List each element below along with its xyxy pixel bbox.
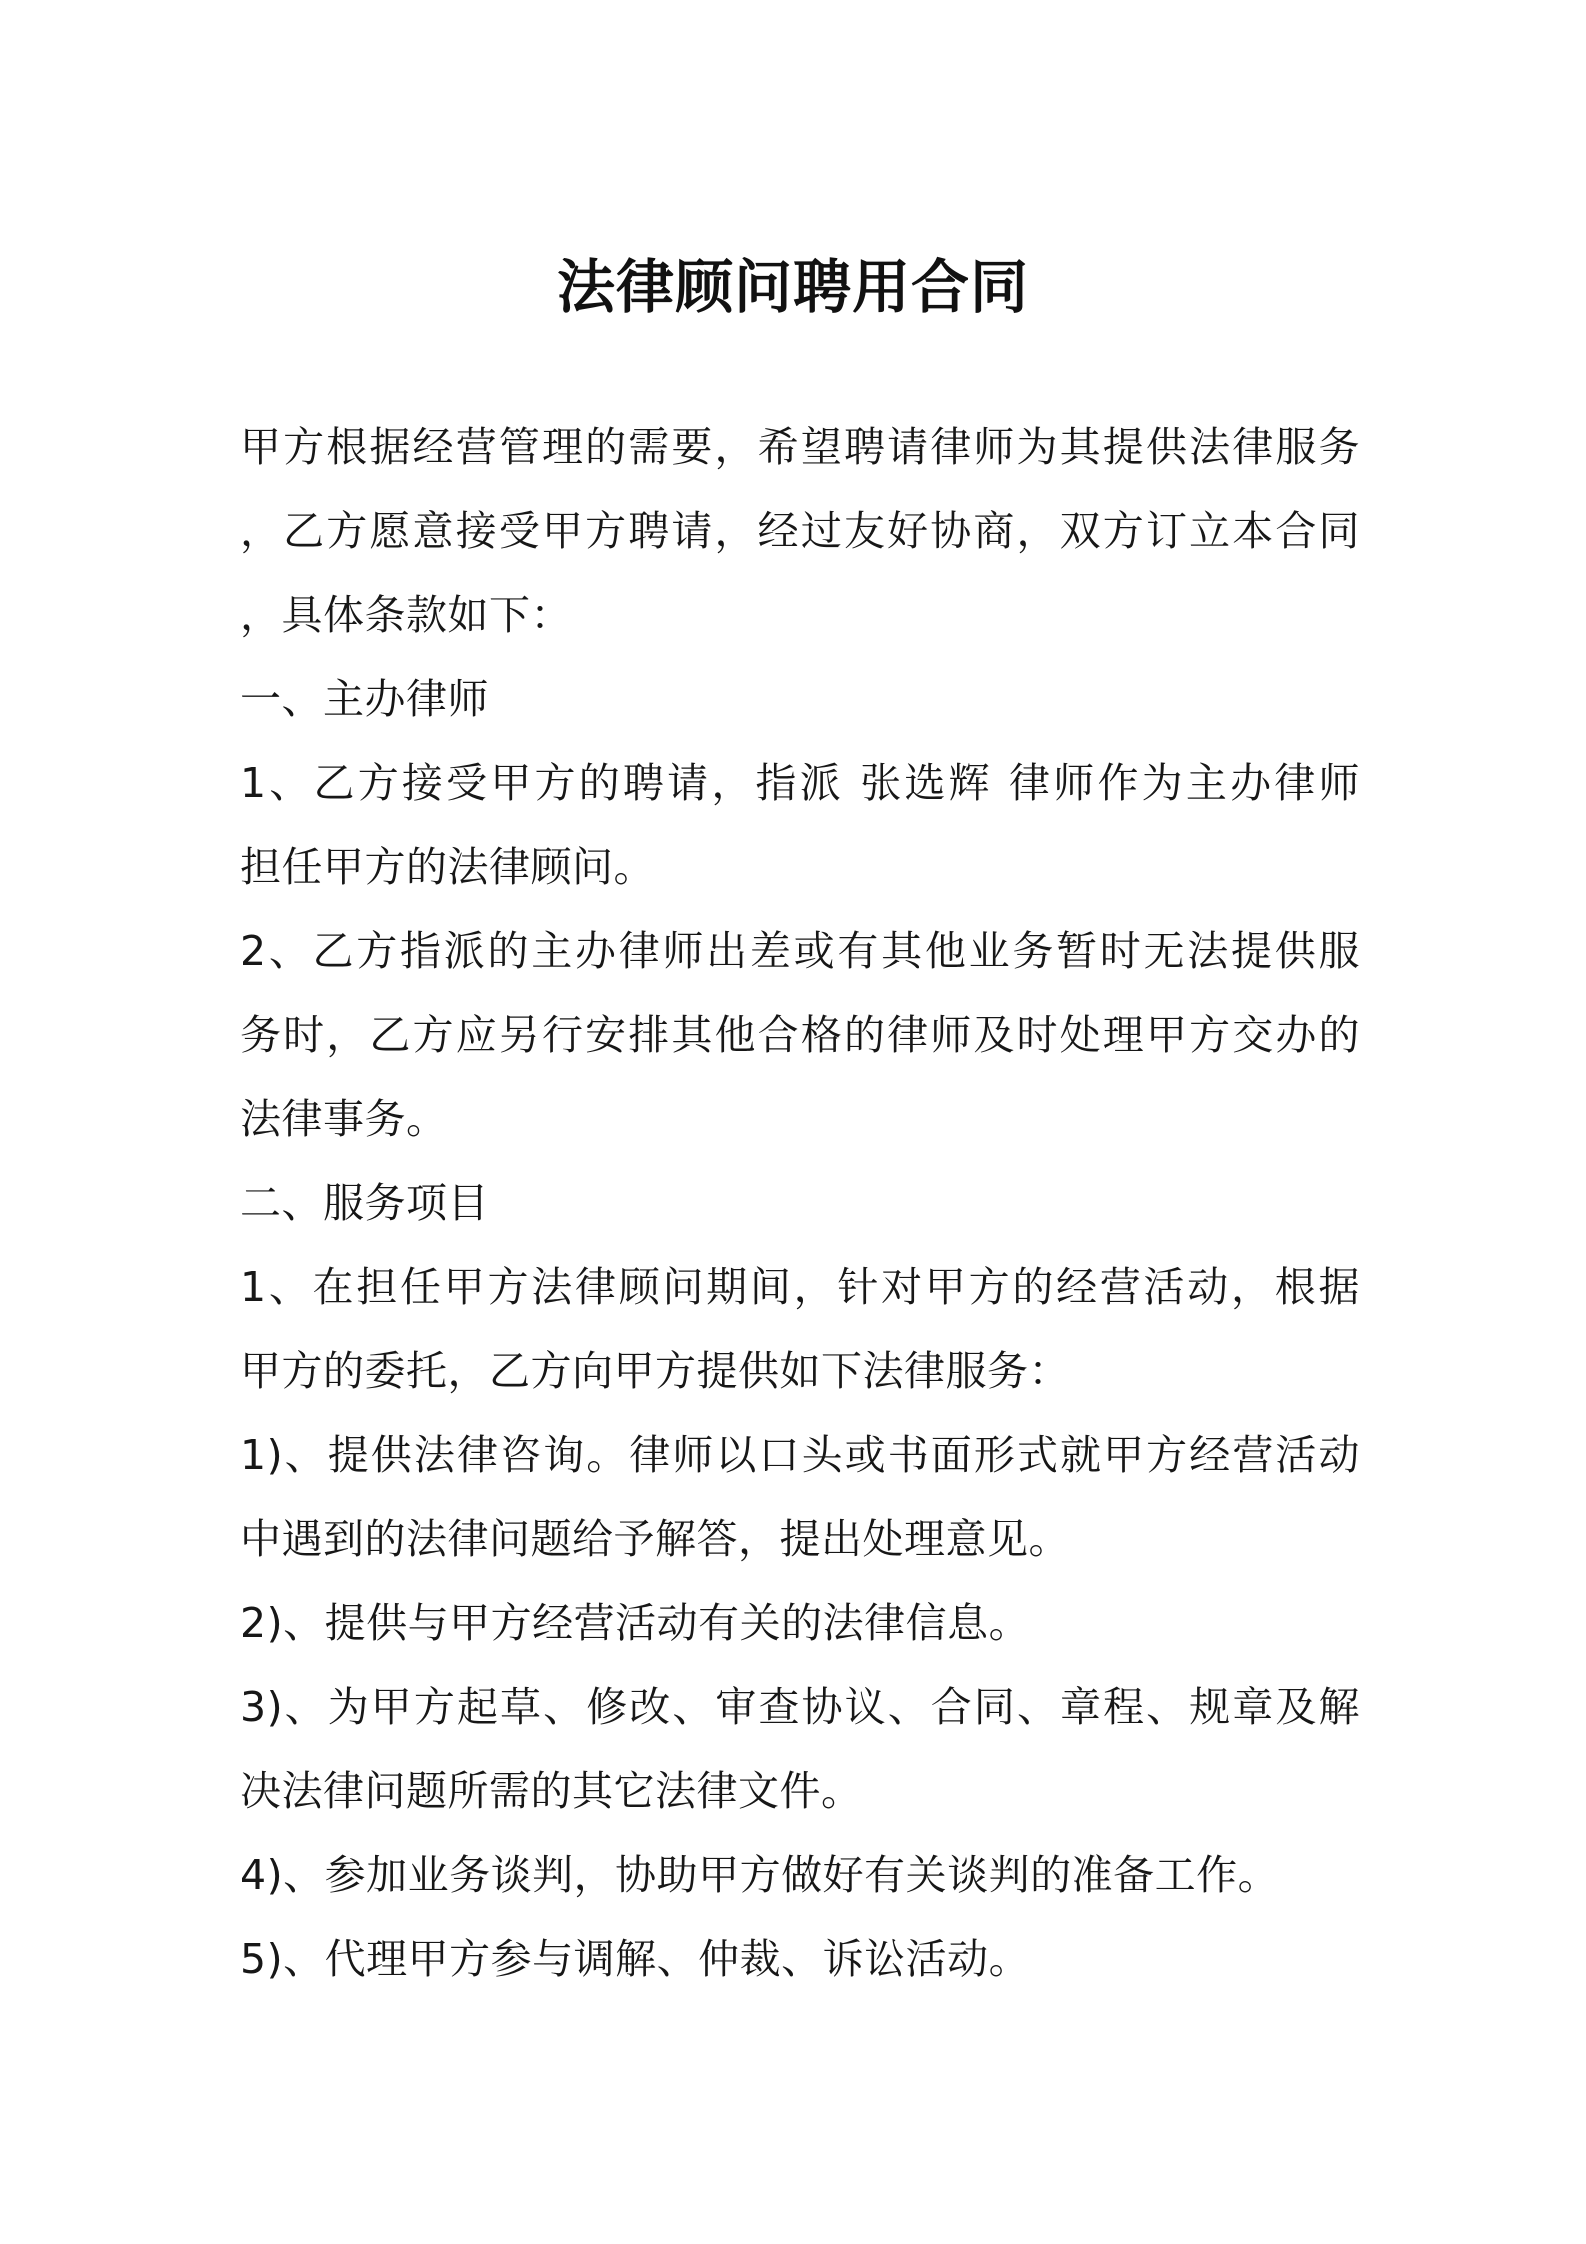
section-heading: 二、服务项目 <box>240 1179 489 1227</box>
service-item-line: 决法律问题所需的其它法律文件。 <box>240 1767 863 1815</box>
paragraph-line: ，乙方愿意接受甲方聘请，经过友好协商，双方订立本合同 <box>240 507 1360 555</box>
clause-line: 务时，乙方应另行安排其他合格的律师及时处理甲方交办的 <box>240 1011 1360 1059</box>
clause-line: 担任甲方的法律顾问。 <box>240 843 655 891</box>
service-item-line: 中遇到的法律问题给予解答，提出处理意见。 <box>240 1515 1070 1563</box>
service-item-line: 1)、提供法律咨询。律师以口头或书面形式就甲方经营活动 <box>240 1431 1360 1479</box>
clause-line: 法律事务。 <box>240 1095 448 1143</box>
document-title: 法律顾问聘用合同 <box>556 253 1029 321</box>
document-body <box>240 405 1360 2001</box>
clause-line: 1、在担任甲方法律顾问期间，针对甲方的经营活动，根据 <box>240 1263 1360 1311</box>
service-item-line: 4)、参加业务谈判，协助甲方做好有关谈判的准备工作。 <box>240 1851 1280 1899</box>
section-heading: 一、主办律师 <box>240 675 489 723</box>
service-item-line: 5)、代理甲方参与调解、仲裁、诉讼活动。 <box>240 1935 1031 1983</box>
paragraph-line: ，具体条款如下： <box>240 591 572 639</box>
service-item-line: 3)、为甲方起草、修改、审查协议、合同、章程、规章及解 <box>240 1683 1360 1731</box>
clause-line: 2、乙方指派的主办律师出差或有其他业务暂时无法提供服 <box>240 927 1360 975</box>
clause-line: 甲方的委托，乙方向甲方提供如下法律服务： <box>240 1347 1070 1395</box>
service-item-line: 2)、提供与甲方经营活动有关的法律信息。 <box>240 1599 1031 1647</box>
paragraph-line: 甲方根据经营管理的需要，希望聘请律师为其提供法律服务 <box>240 423 1360 471</box>
clause-line: 1、乙方接受甲方的聘请，指派 张选辉 律师作为主办律师 <box>240 759 1360 807</box>
